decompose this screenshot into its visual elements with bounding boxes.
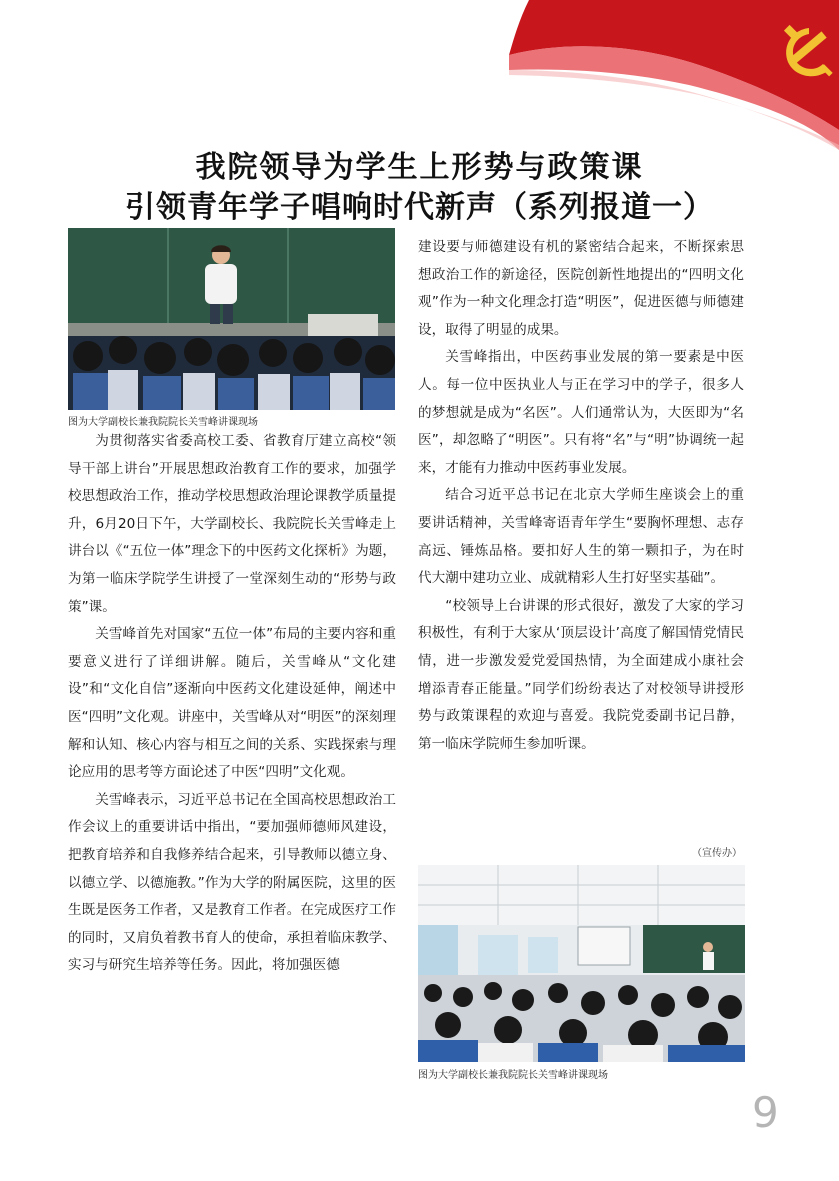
lecture-photo-1 (68, 228, 395, 410)
signoff: （宣传办） (692, 848, 742, 859)
article-column-right (418, 234, 744, 758)
paragraph: “校领导上台讲课的形式很好，激发了大家的学习积极性，有利于大家从‘顶层设计’高度了解国情党情民情，进一步激发爱党爱国热情，为全面建成小康社会增添青春正能量。”同学们纷纷表达了对校领导讲授形势与政策课程的欢迎与喜爱。我院党委副书记吕静，第一临床学院师生参加听课。 (418, 597, 744, 752)
paragraph: 为贯彻落实省委高校工委、省教育厅建立高校“领导干部上讲台”开展思想政治教育工作的要求，加强学校思想政治工作，推动学校思想政治理论课教学质量提升，6月20日下午，大学副校长、我院院长关雪峰走上讲台以《“五位一体”理念下的中医药文化探析》为题，为第一临床学院学生讲授了一堂深刻生动的“形势与政策”课。 (68, 433, 396, 615)
lecture-photo-2 (418, 865, 745, 1062)
subheadline: 引领青年学子唱响时代新声（系列报道一） (125, 190, 714, 225)
paragraph: 关雪峰指出，中医药事业发展的第一要素是中医人。每一位中医执业人与正在学习中的学子，很多人的梦想就是成为“名医”。人们通常认为，大医即为“名医”，却忽略了“明医”。只有将“名”与“明”协调统一起来，才能有力推动中医药事业发展。 (418, 349, 744, 476)
paragraph: 结合习近平总书记在北京大学师生座谈会上的重要讲话精神，关雪峰寄语青年学生“要胸怀理想、志存高远、锤炼品格。要扣好人生的第一颗扣子，为在时代大潮中建功立业、成就精彩人生打好坚实基础”。 (418, 487, 744, 587)
photo-caption-1: 图为大学副校长兼我院院长关雪峰讲课现场 (68, 417, 258, 428)
photo-caption-2: 图为大学副校长兼我院院长关雪峰讲课现场 (418, 1070, 608, 1081)
page-number: 9 (752, 1088, 779, 1137)
party-banner (509, 0, 839, 150)
paragraph: 关雪峰表示，习近平总书记在全国高校思想政治工作会议上的重要讲话中指出，“要加强师德师风建设，把教育培养和自我修养结合起来，引导教师以德立身、以德立学、以德施教。”作为大学的附属医院，这里的医生既是医务工作者，又是教育工作者。在完成医疗工作的同时，又肩负着教书育人的使命，承担着临床教学、实习与研究生培养等任务。因此，将加强医德 (68, 791, 396, 974)
article-column-left (68, 428, 396, 980)
headline: 我院领导为学生上形势与政策课 (195, 150, 644, 185)
paragraph: 建设要与师德建设有机的紧密结合起来，不断探索思想政治工作的新途径，医院创新性地提出的“四明文化观”作为一种文化理念打造“明医”，促进医德与师德建设，取得了明显的成果。 (418, 239, 744, 338)
paragraph: 关雪峰首先对国家“五位一体”布局的主要内容和重要意义进行了详细讲解。随后，关雪峰从“文化建设”和“文化自信”逐渐向中医药文化建设延伸，阐述中医“四明”文化观。讲座中，关雪峰从对“明医”的深刻理解和认知、核心内容与相互之间的关系、实践探索与理论应用的思考等方面论述了中医“四明”文化观。 (68, 626, 396, 781)
